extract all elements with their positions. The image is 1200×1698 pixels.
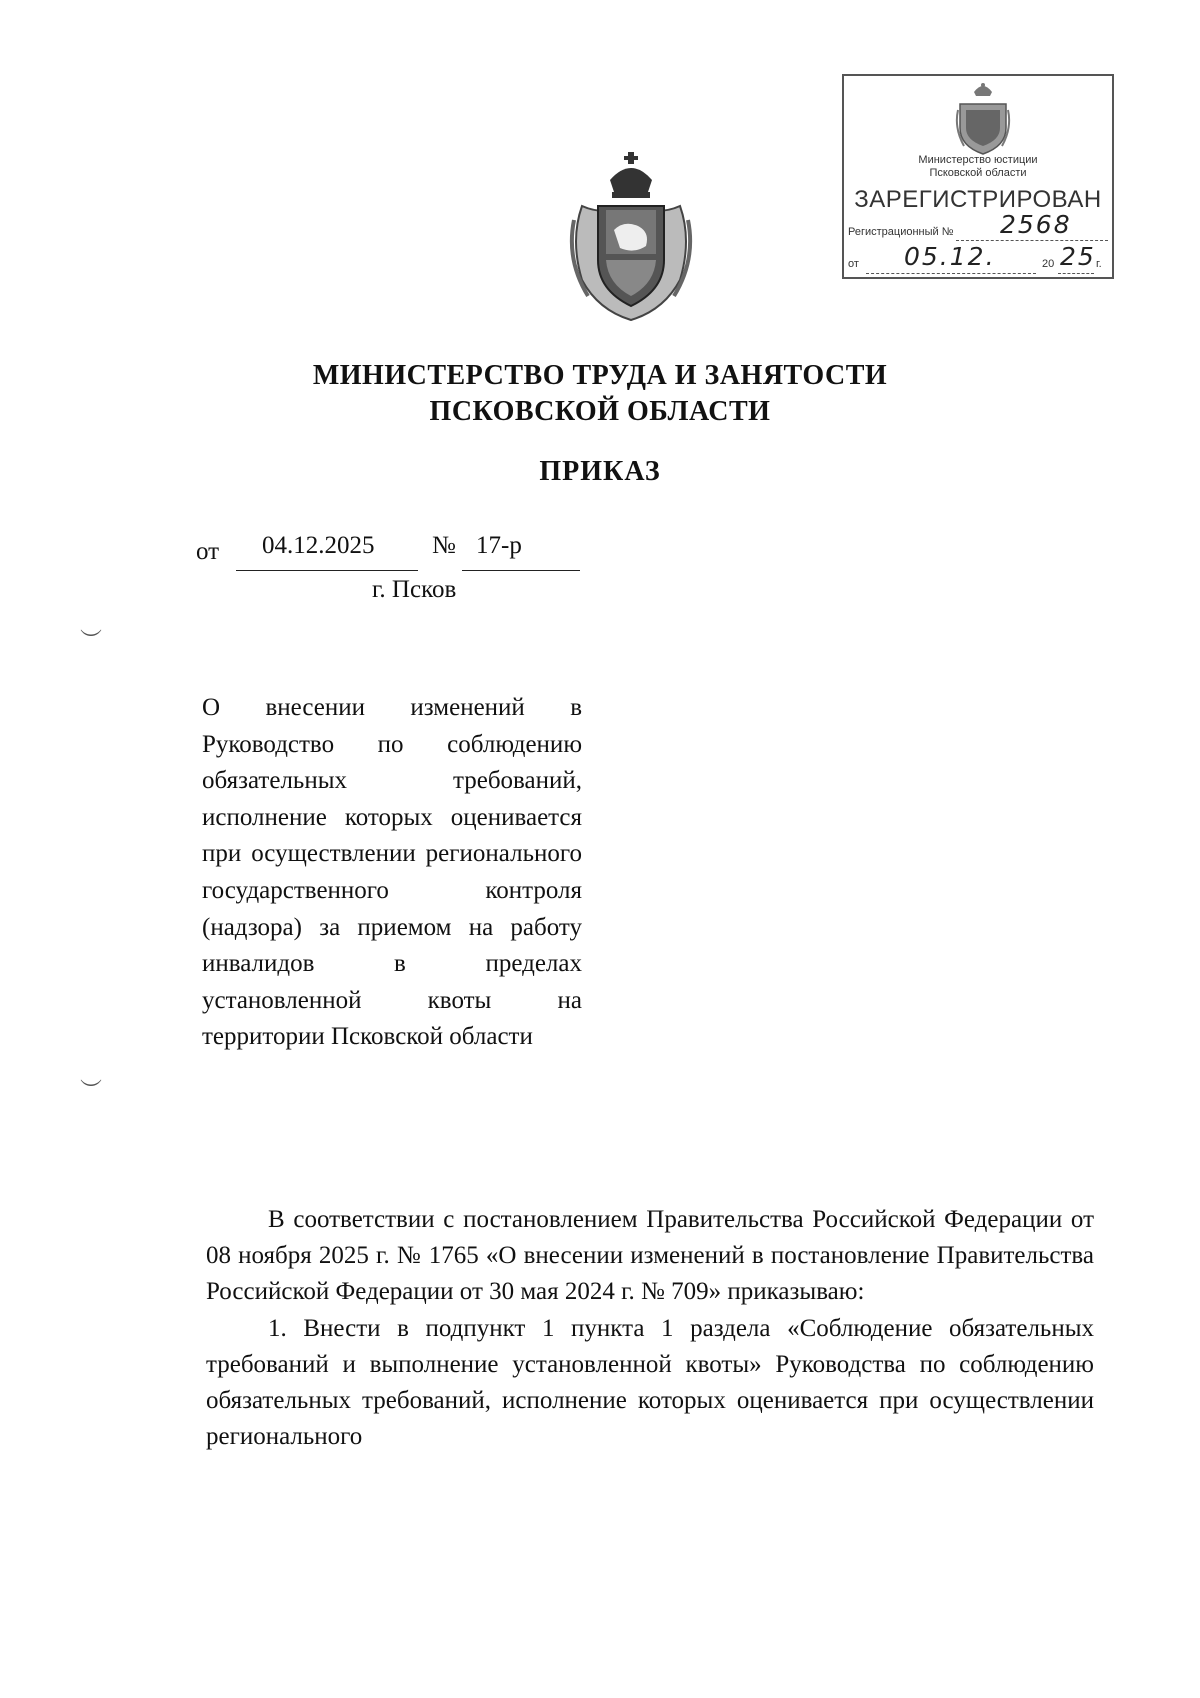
order-number: 17-р <box>476 532 522 559</box>
stamp-date-value: 05.12. <box>904 242 996 271</box>
document-type-title: ПРИКАЗ <box>539 456 661 487</box>
stamp-year-prefix: 20 <box>1042 258 1055 270</box>
stamp-year-value: 25 <box>1060 242 1096 271</box>
pskov-coat-of-arms-icon <box>568 150 694 324</box>
stamp-reg-number-label: Регистрационный № <box>848 226 954 238</box>
stamp-reg-number: 2568 <box>1000 210 1072 239</box>
margin-mark: ︶ <box>80 628 103 653</box>
registration-stamp <box>842 74 1114 279</box>
stamp-date-prefix: от <box>848 258 859 270</box>
body-paragraph: 1. Внести в подпункт 1 пункта 1 раздела «Соблюдение обязательных требований и выполнение установленной квоты» Руководства по соблюдению обязательных требований, исполнение которых оценивается при осуществлении регионального <box>206 1314 1094 1451</box>
order-number-underline <box>462 570 580 571</box>
stamp-year-suffix: г. <box>1096 258 1102 270</box>
body-paragraph: В соответствии с постановлением Правительства Российской Федерации от 08 ноября 2025 г. № 1765 «О внесении изменений в постановление Правительства Российской Федерации от 30 мая 2024 г. № 709» приказываю: <box>206 1206 1094 1306</box>
stamp-status: ЗАРЕГИСТРИРОВАН <box>854 186 1102 213</box>
stamp-date-line <box>866 273 1036 274</box>
ministry-title <box>0 358 1200 430</box>
order-city: г. Псков <box>372 576 457 603</box>
stamp-ministry-line2: Псковской области <box>929 167 1027 179</box>
order-subject: О внесении изменений в Руководство по соблюдению обязательных требований, исполнение которых оценивается при осуществлении регионального государственного контроля (надзора) за приемом на работу инвалидов в пределах установленной квоты на территории Псковской области <box>202 694 582 1051</box>
ministry-title-line2: ПСКОВСКОЙ ОБЛАСТИ <box>429 396 771 427</box>
stamp-year-line <box>1058 273 1094 274</box>
order-number-sign: № <box>432 532 456 559</box>
ministry-title-line1: МИНИСТЕРСТВО ТРУДА И ЗАНЯТОСТИ <box>312 360 888 391</box>
stamp-ministry-line1: Министерство юстиции <box>918 154 1038 166</box>
order-date-prefix: от <box>196 538 220 565</box>
order-body <box>206 1202 1094 1455</box>
order-date: 04.12.2025 <box>262 532 375 559</box>
stamp-emblem-icon <box>954 80 1012 158</box>
order-date-underline <box>236 570 418 571</box>
stamp-reg-number-line <box>956 240 1108 241</box>
margin-mark: ︶ <box>80 1078 103 1103</box>
